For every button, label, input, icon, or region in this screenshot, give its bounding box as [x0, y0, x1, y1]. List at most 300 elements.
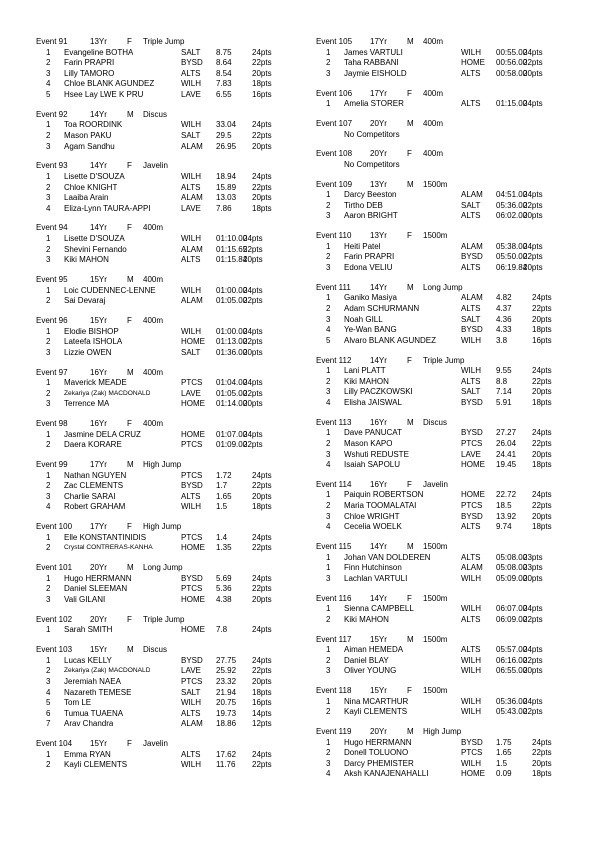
- result-place: 1: [326, 563, 331, 573]
- club-code: PTCS: [461, 501, 483, 511]
- result-value: 29.5: [216, 130, 232, 140]
- result-place: 1: [46, 378, 51, 388]
- event-block: [36, 615, 296, 636]
- result-row: [36, 204, 296, 215]
- athlete-name: James VARTULI: [344, 47, 403, 57]
- result-value: 06:19.84: [496, 263, 528, 273]
- result-points: 24pts: [523, 47, 543, 57]
- result-value: 06:16.00: [496, 655, 528, 665]
- athlete-name: Ye-Wan BANG: [344, 325, 397, 335]
- athlete-name: Maria TOOMALATAI: [344, 501, 417, 511]
- club-code: HOME: [181, 429, 205, 439]
- event-sex: M: [407, 727, 414, 737]
- no-competitors-row: [316, 130, 576, 141]
- result-value: 4.38: [216, 595, 232, 604]
- result-points: 20pts: [252, 676, 272, 686]
- athlete-name: Cecelia WOELK: [344, 522, 402, 532]
- result-place: 4: [46, 502, 51, 512]
- club-code: WILH: [461, 335, 481, 345]
- result-row: [316, 387, 576, 398]
- athlete-name: Sai Devaraj: [64, 296, 106, 306]
- result-row: [36, 348, 296, 359]
- result-row: [316, 697, 576, 708]
- club-code: ALTS: [461, 614, 481, 624]
- club-code: PTCS: [181, 676, 203, 686]
- result-place: 4: [326, 325, 331, 335]
- event-number: Event 100: [36, 522, 73, 532]
- result-place: 5: [46, 89, 51, 99]
- result-points: 23pts: [523, 552, 543, 562]
- result-points: 20pts: [532, 511, 552, 521]
- result-row: [316, 553, 576, 564]
- result-value: 18.86: [216, 719, 237, 729]
- result-place: 3: [326, 211, 331, 221]
- result-points: 24pts: [252, 573, 272, 583]
- athlete-name: Adam SCHURMANN: [344, 304, 420, 313]
- result-value: 1.65: [496, 748, 512, 758]
- club-code: WILH: [181, 171, 201, 181]
- athlete-name: Kayli CLEMENTS: [64, 760, 128, 770]
- result-value: 4.37: [496, 304, 512, 313]
- result-value: 01:15.00: [496, 99, 528, 109]
- club-code: ALTS: [461, 68, 481, 78]
- club-code: WILH: [181, 120, 201, 130]
- result-points: 22pts: [523, 614, 543, 624]
- athlete-name: Lizzie OWEN: [64, 347, 112, 357]
- event-sex: F: [407, 593, 412, 603]
- event-sex: F: [127, 316, 132, 325]
- event-number: Event 116: [316, 593, 352, 603]
- result-place: 4: [326, 522, 331, 532]
- result-value: 05:09.00: [496, 573, 528, 583]
- result-value: 1.35: [216, 543, 232, 553]
- result-value: 4.33: [496, 325, 512, 335]
- event-block: [36, 223, 296, 265]
- result-place: 1: [326, 293, 331, 303]
- result-row: [36, 131, 296, 142]
- club-code: PTCS: [181, 532, 203, 542]
- event-number: Event 110: [316, 231, 352, 241]
- result-row: [36, 440, 296, 451]
- event-number: Event 91: [36, 37, 68, 46]
- event-header: [36, 419, 296, 430]
- athlete-name: Kiki MAHON: [344, 614, 389, 624]
- club-code: WILH: [461, 47, 481, 57]
- result-row: [36, 389, 296, 400]
- club-code: ALTS: [461, 645, 481, 655]
- result-points: 20pts: [532, 314, 552, 324]
- result-row: [316, 666, 576, 677]
- athlete-name: Darcy PHEMISTER: [344, 758, 414, 768]
- athlete-name: Robert GRAHAM: [64, 502, 126, 512]
- athlete-name: Daniel BLAY: [344, 655, 389, 665]
- event-discipline: Discus: [143, 645, 168, 655]
- event-block: [36, 460, 296, 513]
- result-value: 05:08.00: [496, 552, 528, 562]
- club-code: BYSD: [461, 397, 483, 407]
- result-place: 2: [326, 614, 331, 624]
- club-code: BYSD: [461, 252, 483, 262]
- event-age-group: 17Yr: [370, 37, 387, 46]
- result-place: 2: [326, 748, 331, 758]
- event-number: Event 93: [36, 161, 68, 171]
- event-header: [36, 645, 296, 656]
- event-discipline: Discus: [143, 109, 168, 119]
- result-points: 24pts: [523, 645, 543, 655]
- athlete-name: Jeremiah NAEA: [64, 676, 121, 686]
- result-value: 27.27: [496, 428, 517, 438]
- results-column-left: [36, 37, 296, 780]
- event-header: [316, 727, 576, 738]
- result-value: 7.14: [496, 387, 512, 397]
- athlete-name: Farin PRAPRI: [64, 58, 115, 68]
- no-competitors-note: No Competitors: [344, 159, 400, 169]
- result-place: 3: [46, 193, 51, 203]
- athlete-name: Oliver YOUNG: [344, 666, 397, 676]
- event-block: [316, 180, 576, 222]
- event-age-group: 14Yr: [90, 223, 107, 233]
- result-row: [316, 211, 576, 222]
- result-row: [316, 501, 576, 512]
- event-sex: M: [127, 563, 134, 573]
- result-place: 3: [46, 68, 51, 78]
- event-age-group: 16Yr: [90, 419, 107, 429]
- event-sex: M: [407, 542, 414, 552]
- result-points: 18pts: [252, 502, 272, 512]
- result-row: [36, 584, 296, 595]
- result-points: 24pts: [523, 241, 543, 251]
- result-value: 06:09.00: [496, 614, 528, 624]
- result-row: [316, 428, 576, 439]
- event-discipline: 400m: [423, 149, 444, 159]
- result-points: 14pts: [252, 708, 272, 718]
- event-number: Event 108: [316, 149, 353, 159]
- result-value: 05:38.00: [496, 241, 528, 251]
- event-discipline: High Jump: [143, 522, 182, 532]
- event-header: [36, 223, 296, 234]
- club-code: ALTS: [461, 304, 481, 313]
- event-discipline: Long Jump: [143, 563, 183, 573]
- club-code: WILH: [461, 604, 481, 614]
- result-place: 4: [326, 397, 331, 407]
- result-row: [316, 512, 576, 523]
- event-block: [36, 161, 296, 214]
- event-age-group: 20Yr: [90, 614, 107, 624]
- result-row: [316, 304, 576, 315]
- club-code: HOME: [461, 460, 485, 470]
- club-code: ALTS: [181, 182, 201, 192]
- result-place: 3: [326, 449, 331, 459]
- club-code: WILH: [181, 326, 201, 336]
- result-row: [36, 90, 296, 101]
- result-points: 22pts: [252, 666, 272, 676]
- result-place: 3: [326, 387, 331, 397]
- athlete-name: Dave PANUCAT: [344, 428, 402, 438]
- event-age-group: 15Yr: [90, 739, 107, 749]
- event-age-group: 14Yr: [90, 109, 107, 119]
- athlete-name: Edona VELIU: [344, 263, 393, 273]
- event-number: Event 101: [36, 563, 73, 573]
- result-place: 1: [46, 749, 51, 759]
- result-place: 1: [326, 99, 331, 109]
- event-block: [316, 594, 576, 626]
- event-header: [316, 89, 576, 100]
- club-code: ALTS: [461, 99, 481, 109]
- result-points: 20pts: [523, 211, 543, 221]
- athlete-name: Lateefa ISHOLA: [64, 337, 123, 347]
- result-value: 23.32: [216, 676, 237, 686]
- athlete-name: Emma RYAN: [64, 749, 111, 759]
- club-code: SALT: [461, 387, 481, 397]
- event-header: [36, 460, 296, 471]
- athlete-name: Daera KORARE: [64, 440, 122, 450]
- result-value: 06:55.00: [496, 666, 528, 676]
- event-number: Event 95: [36, 275, 68, 285]
- event-header: [316, 418, 576, 429]
- result-value: 05:57.00: [496, 645, 528, 655]
- result-place: 2: [46, 481, 51, 491]
- event-header: [316, 480, 576, 491]
- result-place: 2: [326, 304, 331, 313]
- event-sex: F: [407, 149, 412, 159]
- event-block: [36, 275, 296, 307]
- athlete-name: Toa ROORDINK: [64, 120, 123, 130]
- event-discipline: Triple Jump: [143, 37, 185, 46]
- result-place: 3: [326, 68, 331, 78]
- athlete-name: Lilly TAMORO: [64, 68, 115, 78]
- event-sex: F: [407, 355, 412, 365]
- result-row: [36, 471, 296, 482]
- event-sex: F: [127, 37, 132, 46]
- event-discipline: 400m: [143, 223, 164, 233]
- result-place: 3: [46, 491, 51, 501]
- event-sex: M: [407, 282, 414, 292]
- result-points: 20pts: [252, 193, 272, 203]
- result-points: 24pts: [252, 625, 272, 635]
- result-points: 16pts: [252, 89, 272, 99]
- event-block: [316, 37, 576, 79]
- event-discipline: 1500m: [423, 593, 448, 603]
- event-header: [316, 635, 576, 646]
- result-row: [36, 296, 296, 307]
- event-discipline: 400m: [423, 88, 444, 98]
- result-row: [36, 430, 296, 441]
- no-competitors-row: [316, 160, 576, 171]
- result-value: 5.69: [216, 573, 232, 583]
- result-value: 01:14.00: [216, 399, 248, 409]
- athlete-name: Aiman HEMEDA: [344, 645, 404, 655]
- athlete-name: Noah GILL: [344, 314, 383, 324]
- result-row: [316, 398, 576, 409]
- result-row: [316, 377, 576, 388]
- result-points: 22pts: [252, 543, 272, 553]
- result-points: 24pts: [532, 293, 552, 303]
- result-points: 22pts: [523, 707, 543, 717]
- event-block: [36, 645, 296, 730]
- club-code: HOME: [181, 595, 205, 604]
- club-code: ALTS: [181, 708, 201, 718]
- event-sex: F: [407, 479, 412, 489]
- result-row: [36, 698, 296, 709]
- result-value: 01:13.00: [216, 337, 248, 347]
- result-row: [316, 48, 576, 59]
- result-value: 04:51.00: [496, 190, 528, 200]
- athlete-name: Terrence MA: [64, 399, 110, 409]
- result-value: 15.89: [216, 182, 237, 192]
- club-code: BYSD: [461, 325, 483, 335]
- event-sex: F: [407, 686, 412, 696]
- club-code: SALT: [181, 347, 201, 357]
- result-row: [316, 522, 576, 533]
- event-age-group: 14Yr: [370, 542, 387, 552]
- result-value: 05:50.00: [496, 252, 528, 262]
- result-points: 22pts: [532, 376, 552, 386]
- club-code: WILH: [461, 666, 481, 676]
- athlete-name: Crystal CONTRERAS-KANHA: [64, 544, 153, 552]
- result-place: 2: [46, 760, 51, 770]
- athlete-name: Taha RABBANI: [344, 58, 399, 68]
- result-points: 18pts: [532, 522, 552, 532]
- event-header: [316, 283, 576, 294]
- event-header: [316, 686, 576, 697]
- club-code: ALTS: [181, 255, 201, 265]
- result-place: 1: [46, 47, 51, 57]
- event-number: Event 109: [316, 179, 353, 189]
- event-age-group: 20Yr: [370, 727, 387, 737]
- club-code: BYSD: [461, 428, 483, 438]
- event-header: [316, 180, 576, 191]
- event-discipline: 400m: [143, 367, 164, 377]
- result-points: 22pts: [532, 304, 552, 313]
- event-discipline: High Jump: [423, 727, 462, 737]
- result-points: 12pts: [252, 719, 272, 729]
- event-block: [36, 522, 296, 554]
- result-row: [316, 263, 576, 274]
- club-code: BYSD: [181, 655, 203, 665]
- event-block: [36, 110, 296, 152]
- result-points: 24pts: [243, 234, 263, 244]
- result-place: 3: [326, 314, 331, 324]
- event-block: [316, 418, 576, 471]
- result-value: 1.5: [216, 502, 228, 512]
- result-value: 00:58.00: [496, 68, 528, 78]
- result-row: [316, 99, 576, 110]
- result-value: 5.91: [496, 397, 512, 407]
- athlete-name: Lucas KELLY: [64, 655, 112, 665]
- club-code: BYSD: [181, 58, 203, 68]
- result-place: 1: [46, 120, 51, 130]
- club-code: SALT: [461, 314, 481, 324]
- event-number: Event 92: [36, 109, 68, 119]
- result-place: 3: [46, 255, 51, 265]
- athlete-name: Laaiba Arain: [64, 193, 109, 203]
- club-code: ALTS: [181, 491, 201, 501]
- athlete-name: Kiki MAHON: [64, 255, 109, 265]
- event-sex: M: [127, 645, 134, 655]
- result-row: [316, 748, 576, 759]
- event-age-group: 15Yr: [90, 645, 107, 655]
- result-points: 24pts: [532, 366, 552, 376]
- result-place: 2: [326, 501, 331, 511]
- event-block: [36, 316, 296, 358]
- athlete-name: Kayli CLEMENTS: [344, 707, 408, 717]
- result-value: 18.94: [216, 171, 237, 181]
- event-number: Event 112: [316, 355, 352, 365]
- club-code: PTCS: [461, 748, 483, 758]
- result-row: [36, 399, 296, 410]
- result-place: 3: [326, 758, 331, 768]
- athlete-name: Tumua TUAENA: [64, 708, 124, 718]
- result-points: 24pts: [252, 47, 272, 57]
- result-points: 20pts: [523, 666, 543, 676]
- result-row: [316, 58, 576, 69]
- event-sex: F: [127, 223, 132, 233]
- event-number: Event 111: [316, 282, 351, 292]
- result-row: [316, 69, 576, 80]
- result-value: 06:07.00: [496, 604, 528, 614]
- event-discipline: Javelin: [143, 161, 168, 171]
- event-number: Event 117: [316, 634, 352, 644]
- athlete-name: Chloe KNIGHT: [64, 182, 118, 192]
- athlete-name: Aksh KANAJENAHALLI: [344, 769, 429, 779]
- result-points: 24pts: [243, 326, 263, 336]
- result-row: [316, 336, 576, 347]
- result-value: 05:36.00: [496, 200, 528, 210]
- athlete-name: Heiti Patel: [344, 241, 381, 251]
- result-place: 1: [326, 47, 331, 57]
- result-row: [316, 615, 576, 626]
- club-code: ALTS: [461, 376, 481, 386]
- result-place: 5: [46, 698, 51, 708]
- result-place: 6: [46, 708, 51, 718]
- result-place: 1: [46, 625, 51, 635]
- athlete-name: Jasmine DELA CRUZ: [64, 429, 141, 439]
- result-row: [36, 625, 296, 636]
- club-code: ALAM: [461, 241, 483, 251]
- result-points: 20pts: [532, 449, 552, 459]
- club-code: ALTS: [461, 263, 481, 273]
- result-points: 22pts: [252, 182, 272, 192]
- athlete-name: Farin PRAPRI: [344, 252, 395, 262]
- result-row: [316, 325, 576, 336]
- result-value: 19.45: [496, 460, 517, 470]
- club-code: SALT: [181, 47, 201, 57]
- result-value: 18.5: [496, 501, 512, 511]
- result-row: [316, 366, 576, 377]
- result-place: 1: [46, 234, 51, 244]
- result-points: 20pts: [523, 68, 543, 78]
- club-code: WILH: [461, 707, 481, 717]
- event-number: Event 102: [36, 614, 73, 624]
- athlete-name: Lisette D'SOUZA: [64, 234, 125, 244]
- result-value: 1.7: [216, 481, 228, 491]
- result-place: 1: [46, 470, 51, 480]
- result-value: 7.86: [216, 203, 232, 213]
- event-block: [316, 231, 576, 273]
- result-points: 22pts: [523, 655, 543, 665]
- event-age-group: 15Yr: [370, 686, 387, 696]
- event-header: [36, 615, 296, 626]
- athlete-name: Hugo HERRMANN: [64, 573, 132, 583]
- result-value: 01:15.84: [216, 255, 248, 265]
- club-code: ALTS: [181, 749, 201, 759]
- result-place: 2: [326, 58, 331, 68]
- result-points: 18pts: [532, 397, 552, 407]
- athlete-name: Zekariya (Zak) MACDONALD: [64, 667, 151, 675]
- result-place: 3: [326, 573, 331, 583]
- event-number: Event 97: [36, 367, 68, 377]
- athlete-name: Charlie SARAI: [64, 491, 116, 501]
